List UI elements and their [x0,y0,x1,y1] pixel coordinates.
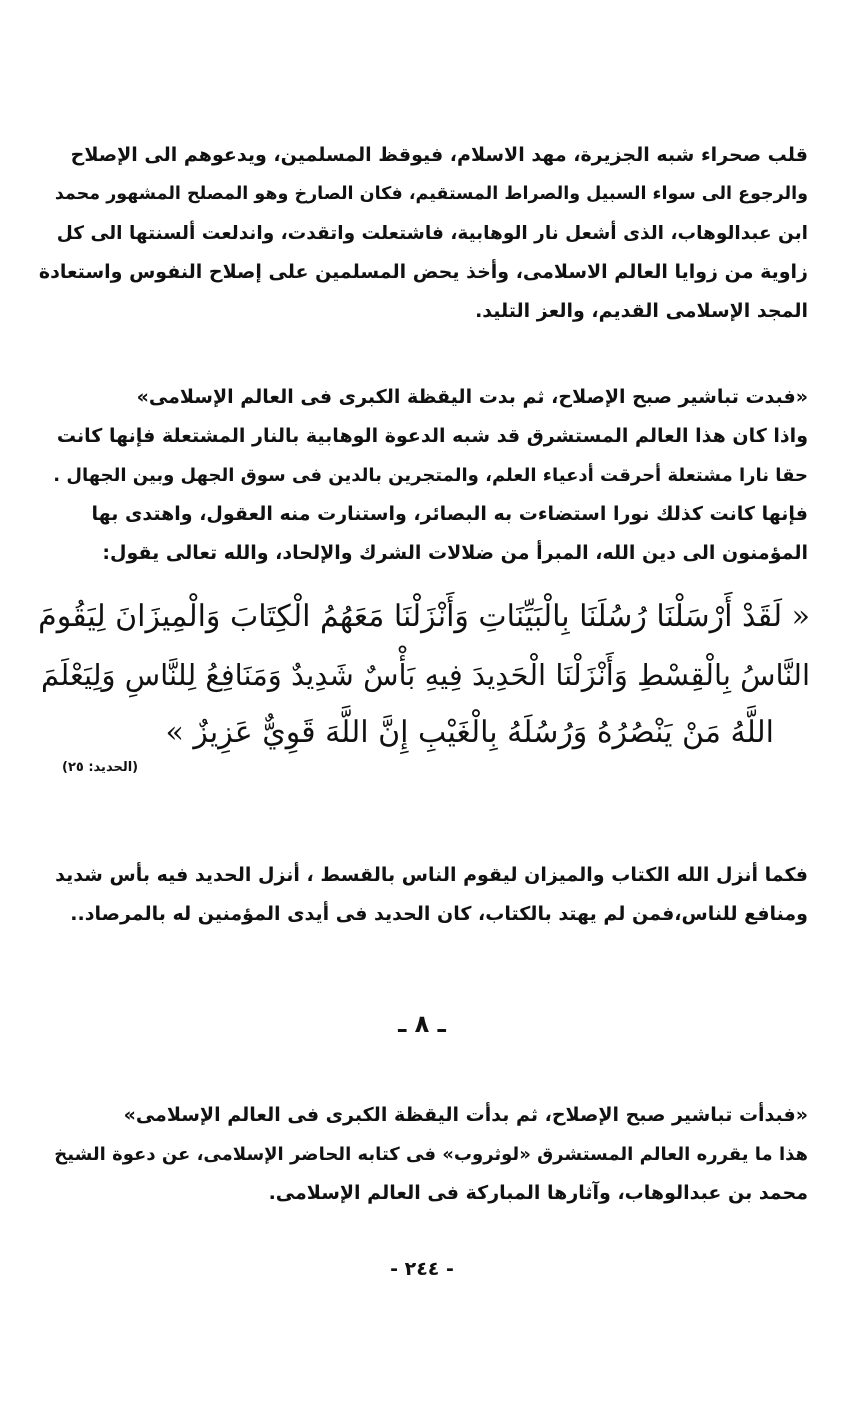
paragraph-awakening [38,1096,808,1213]
quote-line: «فبدأت تباشير صبح الإصلاح، ثم بدأت اليقظة الكبرى فى العالم الإسلامى» [123,1104,808,1126]
verse-line: اللَّهُ مَنْ يَنْصُرُهُ وَرُسُلَهُ بِالْغَيْبِ إِنَّ اللَّهَ قَوِيٌّ عَزِيزٌ » [165,715,774,750]
text-line: ومنافع للناس،فمن لم يهتد بالكتاب، كان الحديد فى أيدى المؤمنين له بالمرصاد.. [70,903,808,925]
text-line: ابن عبدالوهاب، الذى أشعل نار الوهابية، فاشتعلت واتقدت، واندلعت ألسنتها الى كل [56,223,808,244]
text-line: فكما أنزل الله الكتاب والميزان ليقوم الناس بالقسط ، أنزل الحديد فيه بأس شديد [55,864,808,886]
section-number: ـ ٨ ـ [398,1010,446,1038]
paragraph-wahhabi-call [38,136,808,331]
text-line: والرجوع الى سواء السبيل والصراط المستقيم، فكان الصارخ وهو المصلح المشهور محمد [54,184,808,204]
page-number: - ٢٤٤ - [390,1258,454,1280]
verse-line: النَّاسُ بِالْقِسْطِ وَأَنْزَلْنَا الْحَدِيدَ فِيهِ بَأْسٌ شَدِيدٌ وَمَنَافِعُ لِلنَّاسِ وَلِيَعْلَمَ [41,658,810,692]
verse-reference: (الحديد: ٢٥) [62,760,139,775]
text-line: زاوية من زوايا العالم الاسلامى، وأخذ يحض المسلمين على إصلاح النفوس واستعادة [38,261,808,283]
verse-line: « لَقَدْ أَرْسَلْنَا رُسُلَنَا بِالْبَيِّنَاتِ وَأَنْزَلْنَا مَعَهُمُ الْكِتَابَ وَالْمِيزَانَ لِيَقُومَ [38,599,810,634]
paragraph-iron-commentary [38,856,808,934]
text-line: فإنها كانت كذلك نورا استضاءت به البصائر، واستنارت منه العقول، واهتدى بها [91,503,808,525]
quran-verse [38,588,810,762]
text-line: قلب صحراء شبه الجزيرة، مهد الاسلام، فيوقظ المسلمين، ويدعوهم الى الإصلاح [70,144,808,166]
text-line: واذا كان هذا العالم المستشرق قد شبه الدعوة الوهابية بالنار المشتعلة فإنها كانت [56,425,808,447]
paragraph-orientalist-quote [38,378,808,573]
text-line: محمد بن عبدالوهاب، وآثارها المباركة فى العالم الإسلامى. [268,1182,808,1204]
text-line: هذا ما يقرره العالم المستشرق «لوثروب» فى كتابه الحاضر الإسلامى، عن دعوة الشيخ [54,1144,808,1165]
text-line: المؤمنون الى دين الله، المبرأ من ضلالات الشرك والإلحاد، والله تعالى يقول: [102,542,808,564]
quote-line: «فبدت تباشير صبح الإصلاح، ثم بدت اليقظة الكبرى فى العالم الإسلامى» [136,386,808,408]
text-line: حقا نارا مشتعلة أحرقت أدعياء العلم، والمتجرين بالدين فى سوق الجهل وبين الجهال . [53,465,808,486]
text-line: المجد الإسلامى القديم، والعز التليد. [475,300,808,322]
